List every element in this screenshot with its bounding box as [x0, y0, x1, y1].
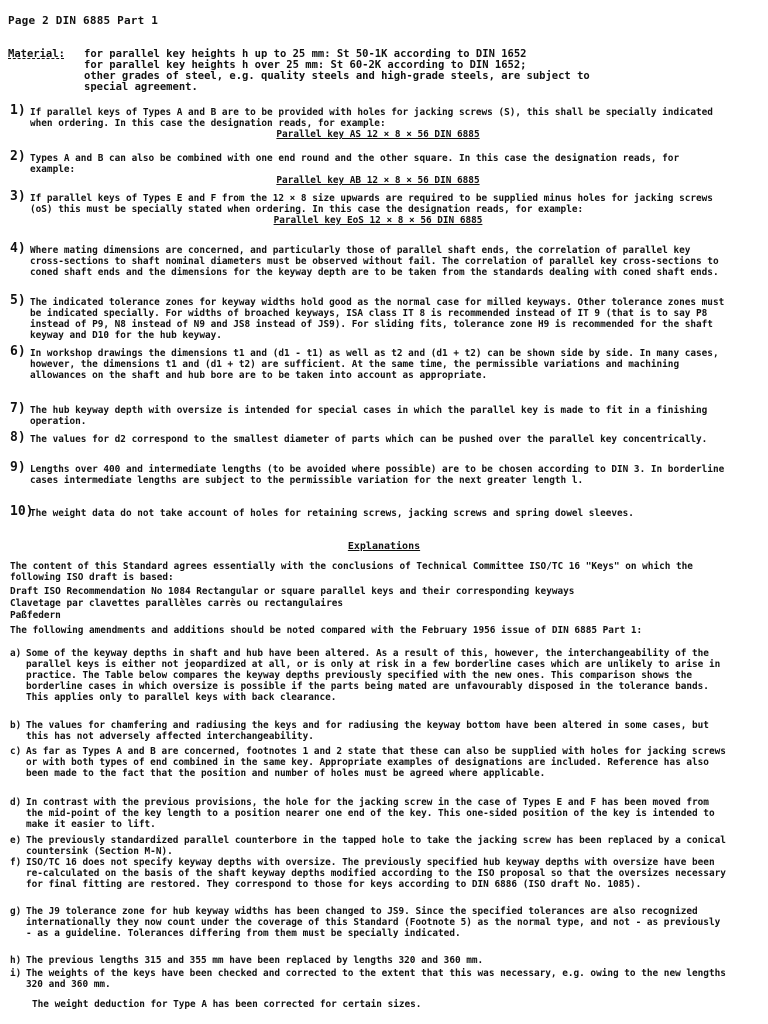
amendment-letter: f) [10, 857, 22, 868]
iso-draft-title-french: Clavetage par clavettes parallèles carrès ou rectangulaires [10, 598, 344, 609]
footnote-text: If parallel keys of Types E and F from the 12 × 8 size upwards are required to be supplied minus holes for jacking screws (oS) this must be specially stated when ordering. In this case the designation reads, for example: [30, 193, 713, 215]
footnote-text: The hub keyway depth with oversize is intended for special cases in which the parallel key is made to fit in a finishing operation. [30, 405, 708, 427]
footnote-example: Parallel key AS 12 × 8 × 56 DIN 6885 [276, 129, 480, 140]
footnote [10, 344, 726, 381]
footnote-number: 9) [10, 460, 26, 475]
footnote [10, 401, 726, 427]
final-note-text: The weight deduction for Type A has been corrected for certain sizes. [32, 999, 422, 1010]
footnote-number: 7) [10, 401, 26, 416]
amendment-letter: h) [10, 955, 22, 966]
footnote-number: 10) [10, 504, 34, 519]
footnote [10, 293, 726, 341]
footnote [10, 430, 726, 445]
amendment-letter: a) [10, 648, 22, 659]
amendment-letter: i) [10, 968, 22, 979]
explanations-intro: The content of this Standard agrees essentially with the conclusions of Technical Committee ISO/TC 16 "Keys" on which the following ISO draft is based: [10, 561, 693, 583]
amendment-text: The previously standardized parallel counterbore in the tapped hole to take the jacking screw has been replaced by a conical countersink (Section M-N). [26, 835, 726, 857]
footnote [10, 460, 726, 486]
footnote-number: 2) [10, 149, 26, 164]
amendment-text: The weights of the keys have been checked and corrected to the extent that this was necessary, e.g. owing to the new lengths 320 and 360 mm. [26, 968, 726, 990]
amendment-item [10, 746, 726, 779]
amendment-item [10, 968, 726, 990]
amendment-item [10, 857, 726, 890]
footnote [10, 149, 726, 186]
material-line: special agreement. [84, 81, 198, 93]
footnote-text: Types A and B can also be combined with one end round and the other square. In this case the designation reads, for example: [30, 153, 680, 175]
footnote-text: Where mating dimensions are concerned, and particularly those of parallel shaft ends, the correlation of parallel key cross-sections to shaft nominal diameters must be observed without fail. The correlation of parallel key cross-sections to coned shaft ends and the dimensions for the keyway depth are to be taken from the standards dealing with coned shaft ends. [30, 245, 719, 278]
footnote-text: In workshop drawings the dimensions t1 and (d1 - t1) as well as t2 and (d1 + t2) can be shown side by side. In many cases, however, the dimensions t1 and (d1 + t2) are sufficient. At the same time, the permissible variations and machining allowances on the shaft and hub bore are to be taken into account as appropriate. [30, 348, 719, 381]
amendment-text: Some of the keyway depths in shaft and hub have been altered. As a result of this, however, the interchangeability of the parallel keys is either not jeopardized at all, or is only at risk in a few borderline cases which are unlikely to arise in practice. The Table below compares the keyway depths previously specified with the new ones. This comparison shows the borderline cases in which oversize is possible if the parts being mated are unfavourably disposed in the tolerance bands. This applies only to parallel keys with back clearance. [26, 648, 721, 703]
footnote-example: Parallel key AB 12 × 8 × 56 DIN 6885 [276, 175, 480, 186]
material-label: Material: [8, 48, 65, 60]
footnote-number: 8) [10, 430, 26, 445]
footnote-text: Lengths over 400 and intermediate lengths (to be avoided where possible) are to be chosen according to DIN 3. In borderline cases intermediate lengths are subject to the permissible variation for the next greater length l. [30, 464, 725, 486]
amendment-item [10, 648, 726, 703]
final-note [10, 999, 726, 1010]
amendment-text: The J9 tolerance zone for hub keyway widths has been changed to JS9. Since the specified tolerances are also recognized internationally they now count under the coverage of this Standard (Footnote 5) as the normal type, and not - as previously - as a guideline. Tolerances differing from them must be specially indicated. [26, 906, 721, 939]
footnote-number: 1) [10, 103, 26, 118]
amendment-text: ISO/TC 16 does not specify keyway depths with oversize. The previously specified hub keyway depths with oversize have been re-calculated on the basis of the shaft keyway depths modified according to the ISO proposal so that the oversizes necessary for final fitting are restored. They correspond to those for keys according to DIN 6886 (ISO draft No. 1085). [26, 857, 726, 890]
amendment-letter: c) [10, 746, 22, 757]
amendment-text: In contrast with the previous provisions, the hole for the jacking screw in the case of Types E and F has been moved from the mid-point of the key length to a position nearer one end of the key. This one-sided position of the key is intended to make it easier to lift. [26, 797, 715, 830]
iso-draft-title: Draft ISO Recommendation No 1084 Rectangular or square parallel keys and their corresponding keyways [10, 586, 575, 597]
amendment-item [10, 720, 726, 742]
material-block [8, 49, 748, 93]
footnote [10, 103, 726, 140]
explanations-heading: Explanations [347, 541, 421, 552]
page-header: Page 2 DIN 6885 Part 1 [8, 14, 159, 27]
footnote-number: 6) [10, 344, 26, 359]
amendment-item [10, 906, 726, 939]
amendment-text: The previous lengths 315 and 355 mm have been replaced by lengths 320 and 360 mm. [26, 955, 484, 966]
footnote [10, 241, 726, 278]
footnote-number: 4) [10, 241, 26, 256]
material-line: for parallel key heights h up to 25 mm: St 50-1K according to DIN 1652 [84, 48, 527, 60]
footnote-number: 3) [10, 189, 26, 204]
amendments-intro: The following amendments and additions should be noted compared with the February 1956 issue of DIN 6885 Part 1: [10, 625, 643, 636]
footnote-text: The values for d2 correspond to the smallest diameter of parts which can be pushed over the parallel key concentrically. [30, 434, 708, 445]
material-line: other grades of steel, e.g. quality steels and high-grade steels, are subject to [84, 70, 590, 82]
amendment-letter: d) [10, 797, 22, 808]
footnote [10, 504, 726, 519]
amendment-letter: b) [10, 720, 22, 731]
footnote-number: 5) [10, 293, 26, 308]
amendment-text: As far as Types A and B are concerned, footnotes 1 and 2 state that these can also be supplied with holes for jacking screws or with both types of end combined in the same key. Appropriate examples of designations are included. Reference has also been made to the fact that the position and number of holes must be agreed where applicable. [26, 746, 726, 779]
footnote [10, 189, 726, 226]
iso-draft-title-german: Paßfedern [10, 610, 61, 621]
material-line: for parallel key heights h over 25 mm: St 60-2K according to DIN 1652; [84, 59, 527, 71]
footnote-text: If parallel keys of Types A and B are to be provided with holes for jacking screws (S), this shall be specially indicated when ordering. In this case the designation reads, for example: [30, 107, 713, 129]
footnote-text: The indicated tolerance zones for keyway widths hold good as the normal case for milled keyways. Other tolerance zones must be indicated specially. For widths of broached keyways, ISA class IT 8 is recommended instead of IT 9 (that is to say P8 instead of P9, N8 instead of N9 and JS8 instead of JS9). For sliding fits, tolerance zone H9 is recommended for the shaft keyway and D10 for the hub keyway. [30, 297, 725, 341]
footnote-text: The weight data do not take account of holes for retaining screws, jacking screws and spring dowel sleeves. [30, 508, 634, 519]
amendment-item [10, 797, 726, 830]
amendment-item [10, 955, 726, 966]
amendment-text: The values for chamfering and radiusing the keys and for radiusing the keyway bottom have been altered in some cases, but this has not adversely affected interchangeability. [26, 720, 709, 742]
amendment-letter: e) [10, 835, 22, 846]
amendment-letter: g) [10, 906, 22, 917]
amendment-item [10, 835, 726, 857]
footnote-example: Parallel key EoS 12 × 8 × 56 DIN 6885 [273, 215, 483, 226]
